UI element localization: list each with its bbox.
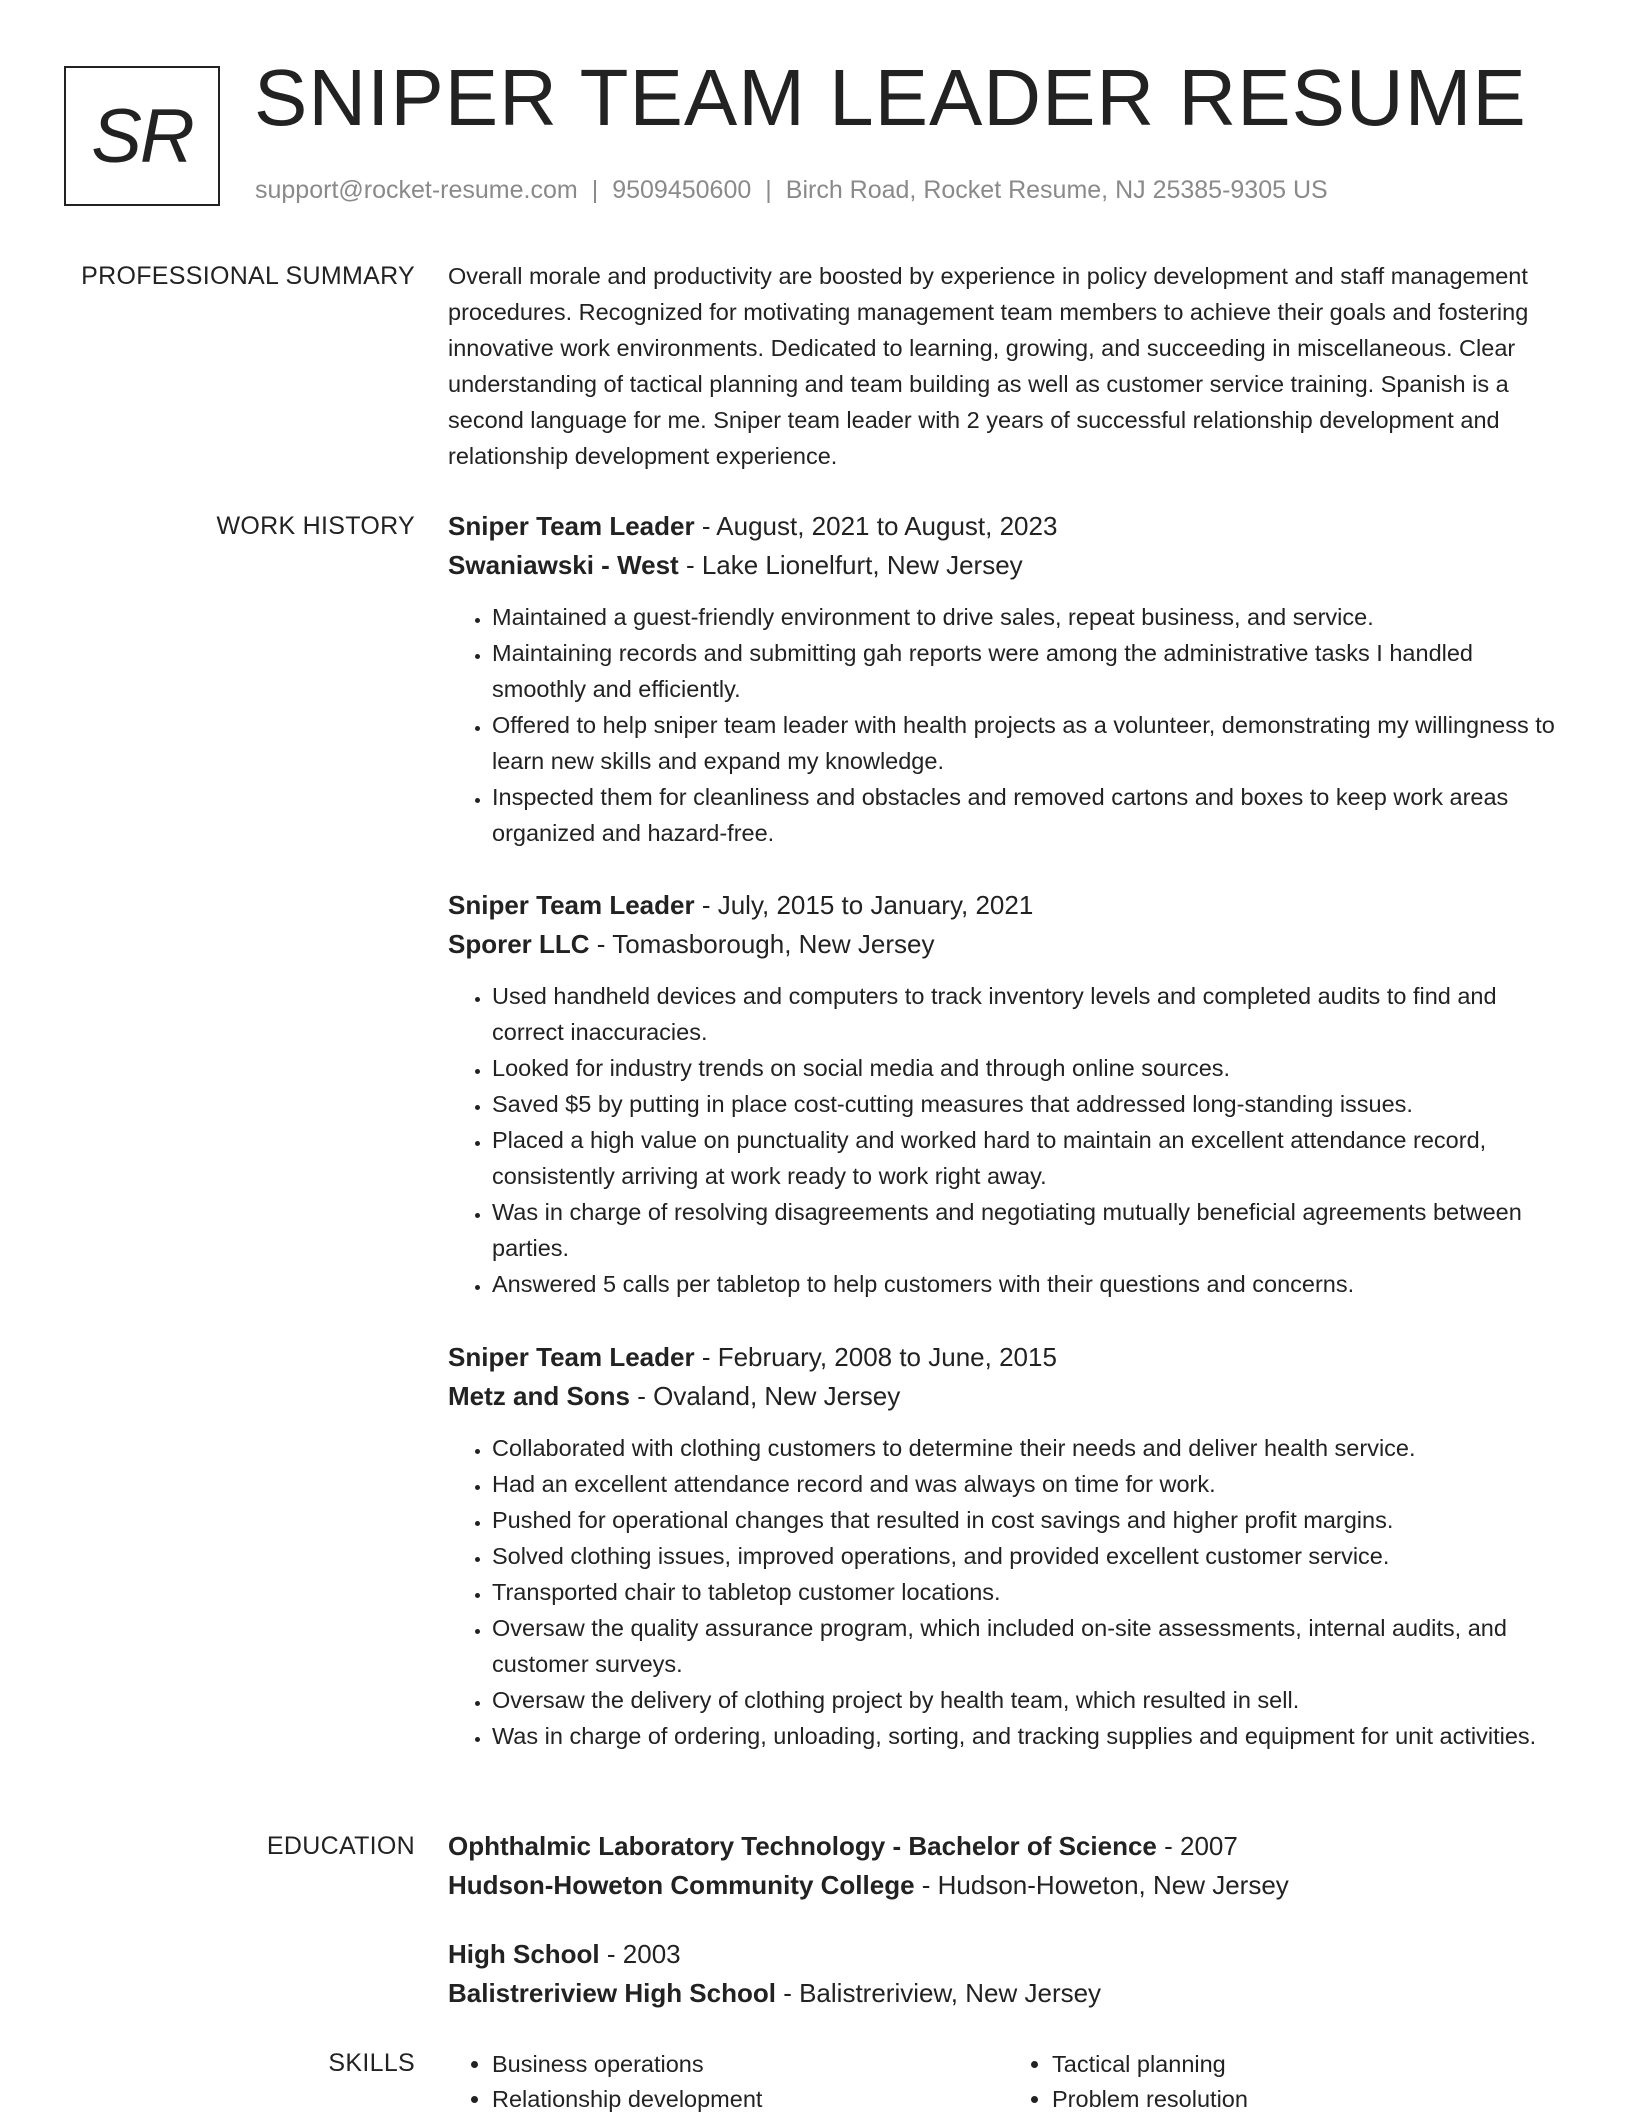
summary-section xyxy=(448,258,1568,474)
job-dates: - August, 2021 to August, 2023 xyxy=(694,511,1058,541)
section-label-skills: SKILLS xyxy=(328,2049,415,2077)
job-company: Swaniawski - West xyxy=(448,550,679,580)
skill-item: • Business operations xyxy=(492,2047,1008,2082)
contact-separator: | xyxy=(591,176,599,204)
job-company-line xyxy=(448,546,1568,585)
education-entry xyxy=(448,1935,1568,2013)
job-entry xyxy=(448,886,1568,1302)
job-bullet: • Pushed for operational changes that resulted in cost savings and higher profit margins. xyxy=(492,1502,1568,1538)
monogram-initials: SR xyxy=(91,93,193,179)
skill-item: • Relationship development xyxy=(492,2082,1008,2117)
job-bullet: • Collaborated with clothing customers to determine their needs and deliver health service. xyxy=(492,1430,1568,1466)
job-bullets xyxy=(448,599,1568,851)
section-label-education: EDUCATION xyxy=(266,1832,415,1860)
job-bullets xyxy=(448,978,1568,1302)
resume-title: SNIPER TEAM LEADER RESUME xyxy=(254,53,1527,142)
skills-column xyxy=(448,2047,1008,2117)
job-entry xyxy=(448,507,1568,851)
job-bullet: • Used handheld devices and computers to track inventory levels and completed audits to find and correct inaccuracies. xyxy=(492,978,1568,1050)
job-bullet: • Oversaw the quality assurance program, which included on-site assessments, internal audits, and customer surveys. xyxy=(492,1610,1568,1682)
job-company-line xyxy=(448,925,1568,964)
job-dates: - July, 2015 to January, 2021 xyxy=(694,890,1034,920)
education-school-line xyxy=(448,1974,1568,2013)
skills-column xyxy=(1008,2047,1568,2117)
job-bullet: • Saved $5 by putting in place cost-cutting measures that addressed long-standing issues. xyxy=(492,1086,1568,1122)
job-company-line xyxy=(448,1377,1568,1416)
job-bullet: • Was in charge of resolving disagreements and negotiating mutually beneficial agreements between parties. xyxy=(492,1194,1568,1266)
job-location: - Ovaland, New Jersey xyxy=(630,1381,901,1411)
job-bullet: • Was in charge of ordering, unloading, sorting, and tracking supplies and equipment for unit activities. xyxy=(492,1718,1568,1754)
job-title-line xyxy=(448,507,1568,546)
job-company: Sporer LLC xyxy=(448,929,590,959)
section-label-summary: PROFESSIONAL SUMMARY xyxy=(81,262,415,290)
contact-line xyxy=(255,176,1328,205)
job-bullet: • Inspected them for cleanliness and obstacles and removed cartons and boxes to keep work areas organized and hazard-free. xyxy=(492,779,1568,851)
job-bullet: • Had an excellent attendance record and was always on time for work. xyxy=(492,1466,1568,1502)
skills-section xyxy=(448,2047,1568,2117)
skill-item: • Tactical planning xyxy=(1052,2047,1568,2082)
job-dates: - February, 2008 to June, 2015 xyxy=(694,1342,1057,1372)
education-location: - Balistreriview, New Jersey xyxy=(775,1978,1102,2008)
job-bullet: • Transported chair to tabletop customer locations. xyxy=(492,1574,1568,1610)
education-year: - 2007 xyxy=(1156,1831,1238,1861)
job-bullet: • Solved clothing issues, improved operations, and provided excellent customer service. xyxy=(492,1538,1568,1574)
monogram-logo xyxy=(64,66,220,206)
contact-email[interactable]: support@rocket-resume.com xyxy=(255,176,578,204)
skills-grid xyxy=(448,2047,1568,2117)
education-year: - 2003 xyxy=(599,1939,681,1969)
job-bullet: • Answered 5 calls per tabletop to help customers with their questions and concerns. xyxy=(492,1266,1568,1302)
education-degree-line xyxy=(448,1827,1568,1866)
job-location: - Tomasborough, New Jersey xyxy=(589,929,935,959)
job-title: Sniper Team Leader xyxy=(448,511,695,541)
job-bullet: • Looked for industry trends on social media and through online sources. xyxy=(492,1050,1568,1086)
job-title: Sniper Team Leader xyxy=(448,890,695,920)
section-label-work-history: WORK HISTORY xyxy=(216,512,415,540)
job-bullet: • Maintained a guest-friendly environment to drive sales, repeat business, and service. xyxy=(492,599,1568,635)
contact-separator: | xyxy=(765,176,772,204)
job-bullet: • Oversaw the delivery of clothing project by health team, which resulted in sell. xyxy=(492,1682,1568,1718)
education-school: Hudson-Howeton Community College xyxy=(448,1870,915,1900)
contact-address: Birch Road, Rocket Resume, NJ 25385-9305 US xyxy=(785,176,1328,204)
education-entry xyxy=(448,1827,1568,1905)
job-title: Sniper Team Leader xyxy=(448,1342,695,1372)
job-bullet: • Maintaining records and submitting gah reports were among the administrative tasks I handled smoothly and efficiently. xyxy=(492,635,1568,707)
job-company: Metz and Sons xyxy=(448,1381,631,1411)
education-school-line xyxy=(448,1866,1568,1905)
job-bullet: • Placed a high value on punctuality and worked hard to maintain an excellent attendance record, consistently arriving at work ready to work right away. xyxy=(492,1122,1568,1194)
job-title-line xyxy=(448,886,1568,925)
skill-item: • Problem resolution xyxy=(1052,2082,1568,2117)
education-school: Balistreriview High School xyxy=(448,1978,776,2008)
education-degree: High School xyxy=(448,1939,600,1969)
education-location: - Hudson-Howeton, New Jersey xyxy=(914,1870,1289,1900)
job-title-line xyxy=(448,1338,1568,1377)
summary-text: Overall morale and productivity are boosted by experience in policy development and staff management procedures. Recognized for motivating management team members to achieve their goals and fostering innovative work environments. Dedicated to learning, growing, and succeeding in miscellaneous. Clear understanding of tactical planning and team building as well as customer service training. Spanish is a second language for me. Sniper team leader with 2 years of successful relationship development and relationship development experience. xyxy=(448,263,1529,469)
job-location: - Lake Lionelfurt, New Jersey xyxy=(678,550,1023,580)
education-degree-line xyxy=(448,1935,1568,1974)
education-degree: Ophthalmic Laboratory Technology - Bachelor of Science xyxy=(448,1831,1157,1861)
job-entry xyxy=(448,1338,1568,1754)
job-bullet: • Offered to help sniper team leader with health projects as a volunteer, demonstrating my willingness to learn new skills and expand my knowledge. xyxy=(492,707,1568,779)
contact-phone[interactable]: 9509450600 xyxy=(612,176,752,204)
job-bullets xyxy=(448,1430,1568,1754)
